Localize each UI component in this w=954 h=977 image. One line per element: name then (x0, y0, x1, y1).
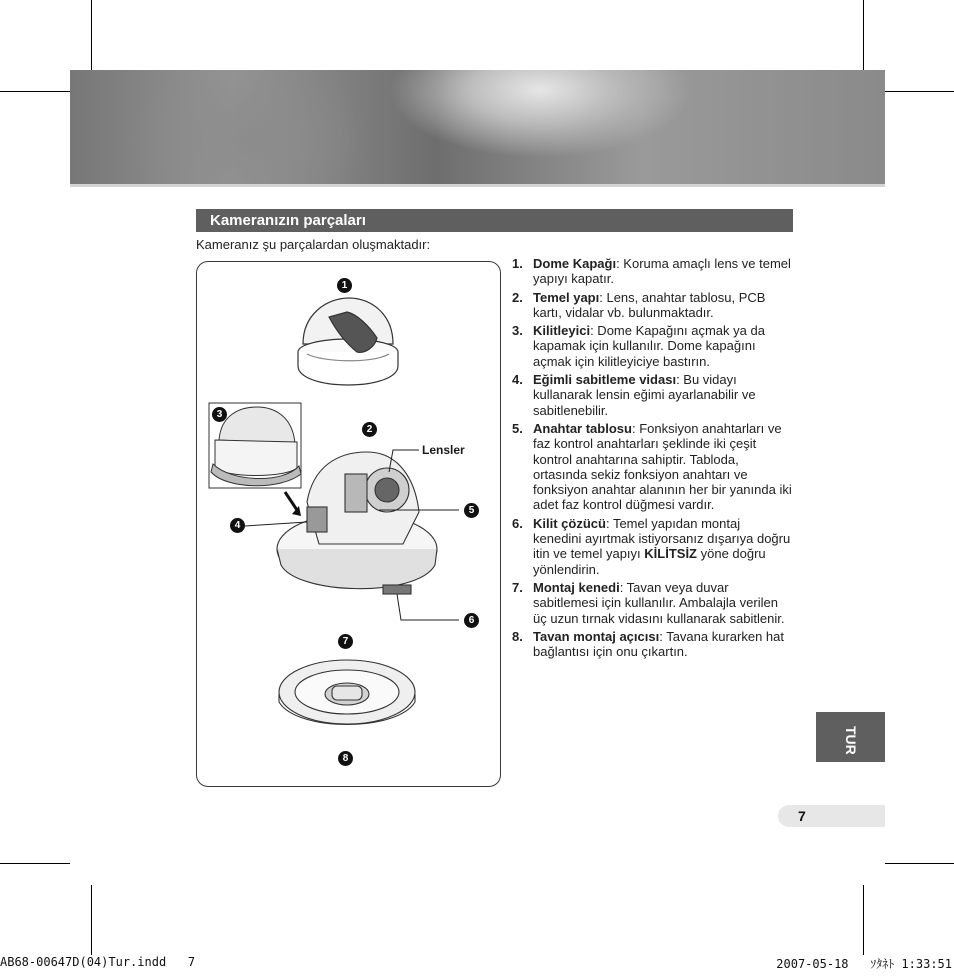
language-tab: TUR (816, 712, 885, 762)
list-item: 1. Dome Kapağı: Koruma amaçlı lens ve temel yapıyı kapatır. (512, 256, 791, 287)
callout-5: 5 (464, 503, 479, 518)
crop-mark (863, 0, 864, 70)
list-item: 8. Tavan montaj açıcısı: Tavana kurarken hat bağlantısı için onu çıkartın. (512, 628, 784, 660)
arrow-icon (285, 492, 297, 510)
callout-8: 8 (338, 751, 353, 766)
callout-3: 3 (212, 407, 227, 422)
crop-mark (863, 885, 864, 955)
list-item: 7. Montaj kenedi: Tavan veya duvar sabitlemesi için kullanılır. Ambalajla verilen üç uzun tırnak vidasını kullanarak sabitlenir. (512, 579, 785, 626)
page-number: 7 (798, 808, 806, 824)
footer-timestamp: 2007-05-18 ｿﾀﾈﾄ 1:33:51 (776, 957, 952, 971)
mounting-bracket-illustration (279, 660, 415, 725)
camera-parts-figure (196, 261, 501, 787)
list-item: 2. Temel yapı: Lens, anahtar tablosu, PCB kartı, vidalar vb. bulunmaktadır. (512, 289, 766, 320)
footer-file-info: AB68-00647D(04)Tur.indd 7 (0, 955, 196, 969)
section-title: Kameranızın parçaları (196, 209, 793, 232)
list-item: 3. Kilitleyici: Dome Kapağını açmak ya da kapamak için kullanılır. Dome kapağını açmak için kilitleyiciye bastırın. (512, 323, 765, 369)
lens-label: Lensler (422, 443, 465, 457)
header-banner-image (70, 70, 885, 187)
page-number-badge (778, 805, 885, 827)
callout-6: 6 (464, 613, 479, 628)
list-item: 6. Kilit çözücü: Temel yapıdan montaj kenedini ayırtmak istiyorsanız dışarıya doğru itin ve temel yapıyı KİLİTSİZ yöne doğru yönlendirin. (512, 515, 791, 577)
intro-text: Kameranız şu parçalardan oluşmaktadır: (196, 237, 431, 252)
dome-cover-illustration (298, 298, 398, 385)
callout-4: 4 (230, 518, 245, 533)
callout-1: 1 (337, 278, 352, 293)
crop-mark (0, 863, 70, 864)
crop-mark (885, 863, 954, 864)
crop-mark (0, 91, 70, 92)
list-item: 5. Anahtar tablosu: Fonksiyon anahtarları ve faz kontrol anahtarları şeklinde iki çeşit kontrol anahtarına sahiptir. Tabloda, ortasında sekiz fonksiyon anahtarı ve fonksiyon anahtar alanının her bir yanında iki adet faz kontrol düğmesi vardır. (512, 420, 792, 513)
parts-list (512, 256, 792, 662)
list-item: 4. Eğimli sabitleme vidası: Bu vidayı kullanarak lensin eğimi ayarlanabilir ve sabitlenebilir. (512, 372, 756, 418)
callout-2: 2 (362, 422, 377, 437)
crop-mark (91, 0, 92, 70)
crop-mark (885, 91, 954, 92)
callout-7: 7 (338, 634, 353, 649)
crop-mark (91, 885, 92, 955)
